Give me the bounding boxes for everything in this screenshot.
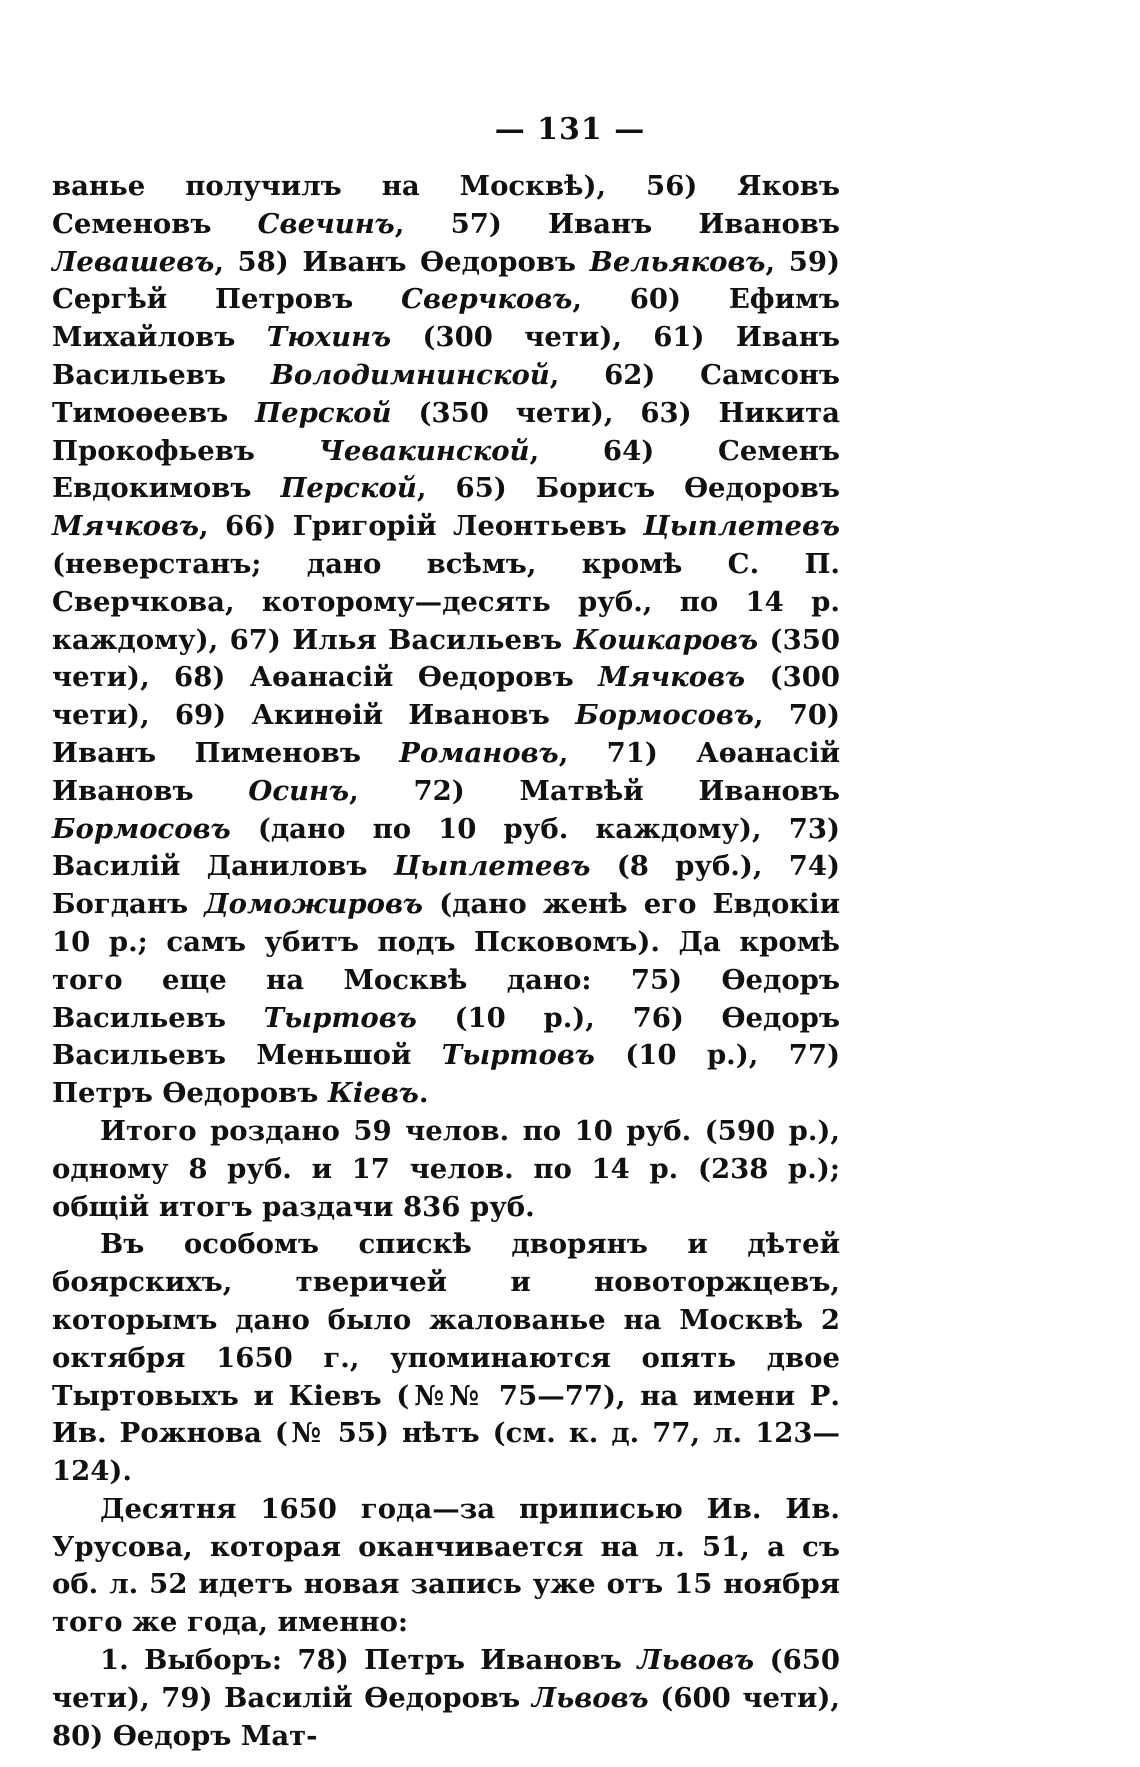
text-run: (600 чети), 80) Өедоръ Мат- — [52, 1681, 840, 1752]
text-run: (300 чети), 69) Акинѳій Ивановъ — [52, 661, 840, 732]
surname-italic: Володимнинской — [270, 358, 550, 391]
surname-italic: Бормосовъ — [575, 699, 754, 732]
paragraph — [52, 168, 840, 1113]
surname-italic: Осинъ — [248, 774, 350, 807]
text-run: , 66) Григорій Леонтьевъ — [199, 510, 644, 543]
paragraph — [52, 1491, 840, 1642]
text-run: (дано по 10 руб. каждому), 73) Василій Даниловъ — [52, 812, 840, 883]
surname-italic: Львовъ — [637, 1644, 755, 1677]
text-run: , 64) Семенъ Евдокимовъ — [52, 434, 841, 505]
surname-italic: Доможировъ — [204, 888, 423, 921]
text-run: , 70) Иванъ Пименовъ — [52, 699, 841, 769]
surname-italic: Бормосовъ — [52, 812, 231, 845]
text-run: (350 чети), 63) Никита Прокофьевъ — [52, 396, 840, 467]
surname-italic: Львовъ — [531, 1681, 649, 1714]
text-run: 1. Выборъ: 78) Петръ Ивановъ — [100, 1644, 638, 1677]
text-run: (350 чети), 68) Аѳанасій Өедоровъ — [52, 623, 840, 694]
text-run: , 72) Матвѣй Ивановъ — [349, 774, 840, 807]
surname-italic: Сверчковъ — [401, 283, 573, 316]
surname-italic: Тыртовъ — [441, 1039, 595, 1072]
text-run: ванье получилъ на Москвѣ), 56) Яковъ Семеновъ — [52, 170, 840, 240]
paragraph — [52, 1113, 840, 1226]
text-run: , 65) Борисъ Өедоровъ — [416, 472, 840, 505]
surname-italic: Романовъ — [399, 736, 559, 769]
text-run: (10 р.), 77) Петръ Өедоровъ — [52, 1039, 840, 1110]
surname-italic: Перской — [255, 396, 392, 429]
paragraph — [52, 1642, 840, 1755]
text-run: , 57) Иванъ Ивановъ — [394, 207, 840, 240]
surname-italic: Кіевъ — [327, 1077, 419, 1110]
text-run: Въ особомъ спискѣ дворянъ и дѣтей боярскихъ, тверичей и новоторжцевъ, которымъ дано было жалованье на Москвѣ 2 октября 1650 г., упоминаются опять двое Тыртовыхъ и Кіевъ (№№ 75—77), на имени Р. Ив. Рожнова (№ 55) нѣтъ (см. к. д. 77, л. 123—124). — [52, 1228, 840, 1488]
text-run: (неверстанъ; дано всѣмъ, кромѣ С. П. Сверчкова, которому—десять руб., по 14 р. каждому), 67) Илья Васильевъ — [52, 547, 840, 656]
text-run: (8 руб.), 74) Богданъ — [52, 850, 840, 921]
text-run: (300 чети), 61) Иванъ Васильевъ — [52, 321, 840, 391]
text-run: , 60) Ефимъ Михайловъ — [52, 283, 840, 354]
surname-italic: Кошкаровъ — [573, 623, 759, 656]
text-run: Десятня 1650 года—за приписью Ив. Ив. Урусова, которая оканчивается на л. 51, а съ об. л. 52 идетъ новая запись уже отъ 15 ноября того же года, именно: — [52, 1492, 840, 1639]
text-run: , 62) Самсонъ Тимоѳеевъ — [52, 358, 841, 429]
surname-italic: Чевакинской — [318, 434, 530, 467]
surname-italic: Вельяковъ — [589, 245, 766, 278]
text-run: (650 чети), 79) Василій Өедоровъ — [52, 1644, 840, 1714]
page-number: — 131 — — [494, 112, 646, 147]
text-run: , 58) Иванъ Өедоровъ — [214, 245, 590, 278]
surname-italic: Перской — [280, 472, 417, 505]
body-text — [52, 168, 840, 1755]
surname-italic: Цыплетевъ — [643, 510, 840, 543]
surname-italic: Цыплетевъ — [393, 850, 591, 883]
text-run: , 71) Аѳанасій Ивановъ — [52, 736, 840, 807]
surname-italic: Левашевъ — [52, 245, 215, 278]
text-run: . — [418, 1077, 429, 1110]
surname-italic: Мячковъ — [598, 661, 746, 694]
surname-italic: Свечинъ — [257, 207, 395, 240]
text-run: (дано женѣ его Евдокіи 10 р.; самъ убитъ подъ Псковомъ). Да кромѣ того еще на Москвѣ дано: 75) Өедоръ Васильевъ — [52, 888, 840, 1034]
surname-italic: Мячковъ — [52, 510, 199, 543]
paragraph — [52, 1226, 840, 1491]
text-run: , 59) Сергѣй Петровъ — [52, 245, 840, 316]
surname-italic: Тюхинъ — [266, 321, 392, 354]
surname-italic: Тыртовъ — [263, 1001, 417, 1034]
text-run: Итого роздано 59 челов. по 10 руб. (590 р.), одному 8 руб. и 17 челов. по 14 р. (238 р.); общій итогъ раздачи 836 руб. — [52, 1114, 840, 1223]
text-run: (10 р.), 76) Өедоръ Васильевъ Меньшой — [52, 1001, 840, 1072]
